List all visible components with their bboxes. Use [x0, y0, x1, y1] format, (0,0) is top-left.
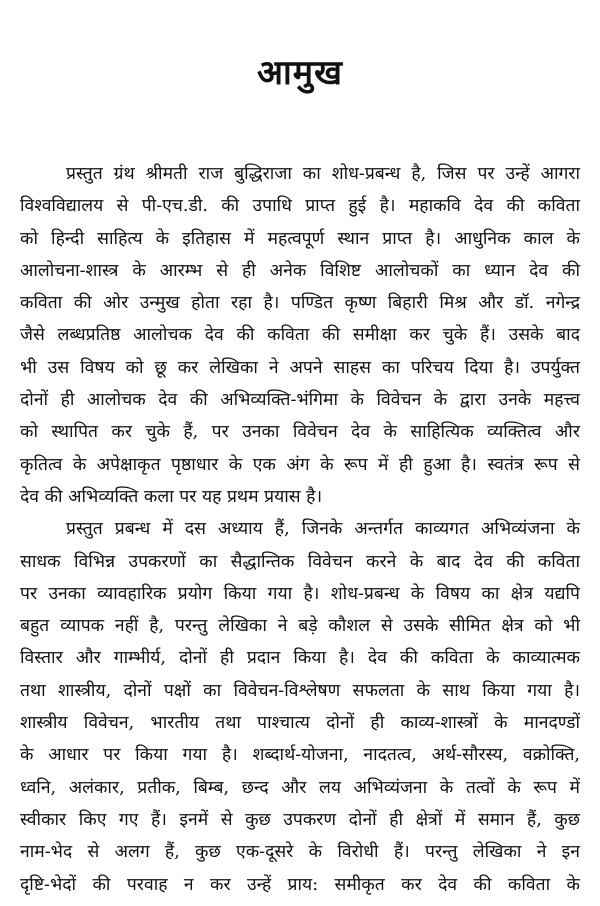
text-line: देव की अभिव्यक्ति कला पर यह प्रथम प्रयास है। — [20, 486, 323, 507]
text-line: दृष्टि-भेदों की परवाह न कर उन्हें प्राय: समीकृत कर देव की कविता के — [20, 874, 580, 895]
text-line: जैसे लब्धप्रतिष्ठ आलोचक देव की कविता की समीक्षा कर चुके हैं। उसके बाद — [20, 325, 580, 346]
text-line: पर उनका व्यावहारिक प्रयोग किया गया है। शोध-प्रबन्ध के विषय का क्षेत्र यद्यपि — [20, 583, 580, 604]
text-line: के आधार पर किया गया है। शब्दार्थ-योजना, नादतत्व, अर्थ-सौरस्य, वक्रोक्ति, — [20, 745, 580, 766]
body-text — [20, 158, 580, 901]
text-line: आलोचना-शास्त्र के आरम्भ से ही अनेक विशिष्ट आलोचकों का ध्यान देव की — [20, 260, 580, 281]
text-line: स्वीकार किए गए हैं। इनमें से कुछ उपकरण दोनों ही क्षेत्रों में समान हैं, कुछ — [20, 809, 580, 830]
text-line: विश्वविद्यालय से पी-एच.डी. की उपाधि प्राप्त हुई है। महाकवि देव की कविता — [20, 196, 580, 217]
text-line: कविता की ओर उन्मुख होता रहा है। पण्डित कृष्ण बिहारी मिश्र और डॉ. नगेन्द्र — [20, 293, 580, 314]
text-line: नाम-भेद से अलग हैं, कुछ एक-दूसरे के विरोधी हैं। परन्तु लेखिका ने इन — [20, 842, 580, 863]
text-line: तथा शास्त्रीय, दोनों पक्षों का विवेचन-विश्लेषण सफलता के साथ किया गया है। — [20, 680, 580, 701]
text-line: शास्त्रीय विवेचन, भारतीय तथा पाश्चात्य दोनों ही काव्य-शास्त्रों के मानदण्डों — [20, 713, 580, 734]
text-line: को हिन्दी साहित्य के इतिहास में महत्वपूर्ण स्थान प्राप्त है। आधुनिक काल के — [20, 228, 580, 249]
text-line: बहुत व्यापक नहीं है, परन्तु लेखिका ने बड़े कौशल से उसके सीमित क्षेत्र को भी — [20, 616, 580, 637]
text-line: ध्वनि, अलंकार, प्रतीक, बिम्ब, छन्द और लय अभिव्यंजना के तत्वों के रूप में — [20, 777, 580, 798]
text-line: साधक विभिन्न उपकरणों का सैद्धान्तिक विवेचन करने के बाद देव की कविता — [20, 551, 580, 572]
text-line: प्रस्तुत ग्रंथ श्रीमती राज बुद्धिराजा का शोध-प्रबन्ध है, जिस पर उन्हें आगरा — [66, 164, 580, 184]
text-line: दोनों ही आलोचक देव की अभिव्यक्ति-भंगिमा के विवेचन के द्वारा उनके महत्त्व — [20, 390, 580, 411]
text-line: प्रस्तुत प्रबन्ध में दस अध्याय हैं, जिनके अन्तर्गत काव्यगत अभिव्यंजना के — [66, 519, 580, 540]
text-line: कृतित्व के अपेक्षाकृत पृष्ठाधार के एक अंग के रूप में ही हुआ है। स्वतंत्र रूप से — [20, 454, 580, 475]
text-line: को स्थापित कर चुके हैं, पर उनका विवेचन देव के साहित्यिक व्यक्तित्व और — [20, 422, 580, 443]
page-title: आमुख — [257, 53, 343, 93]
text-line: भी उस विषय को छू कर लेखिका ने अपने साहस का परिचय दिया है। उपर्युक्त — [20, 357, 580, 378]
text-line: विस्तार और गाम्भीर्य, दोनों ही प्रदान किया है। देव की कविता के काव्यात्मक — [20, 648, 580, 669]
